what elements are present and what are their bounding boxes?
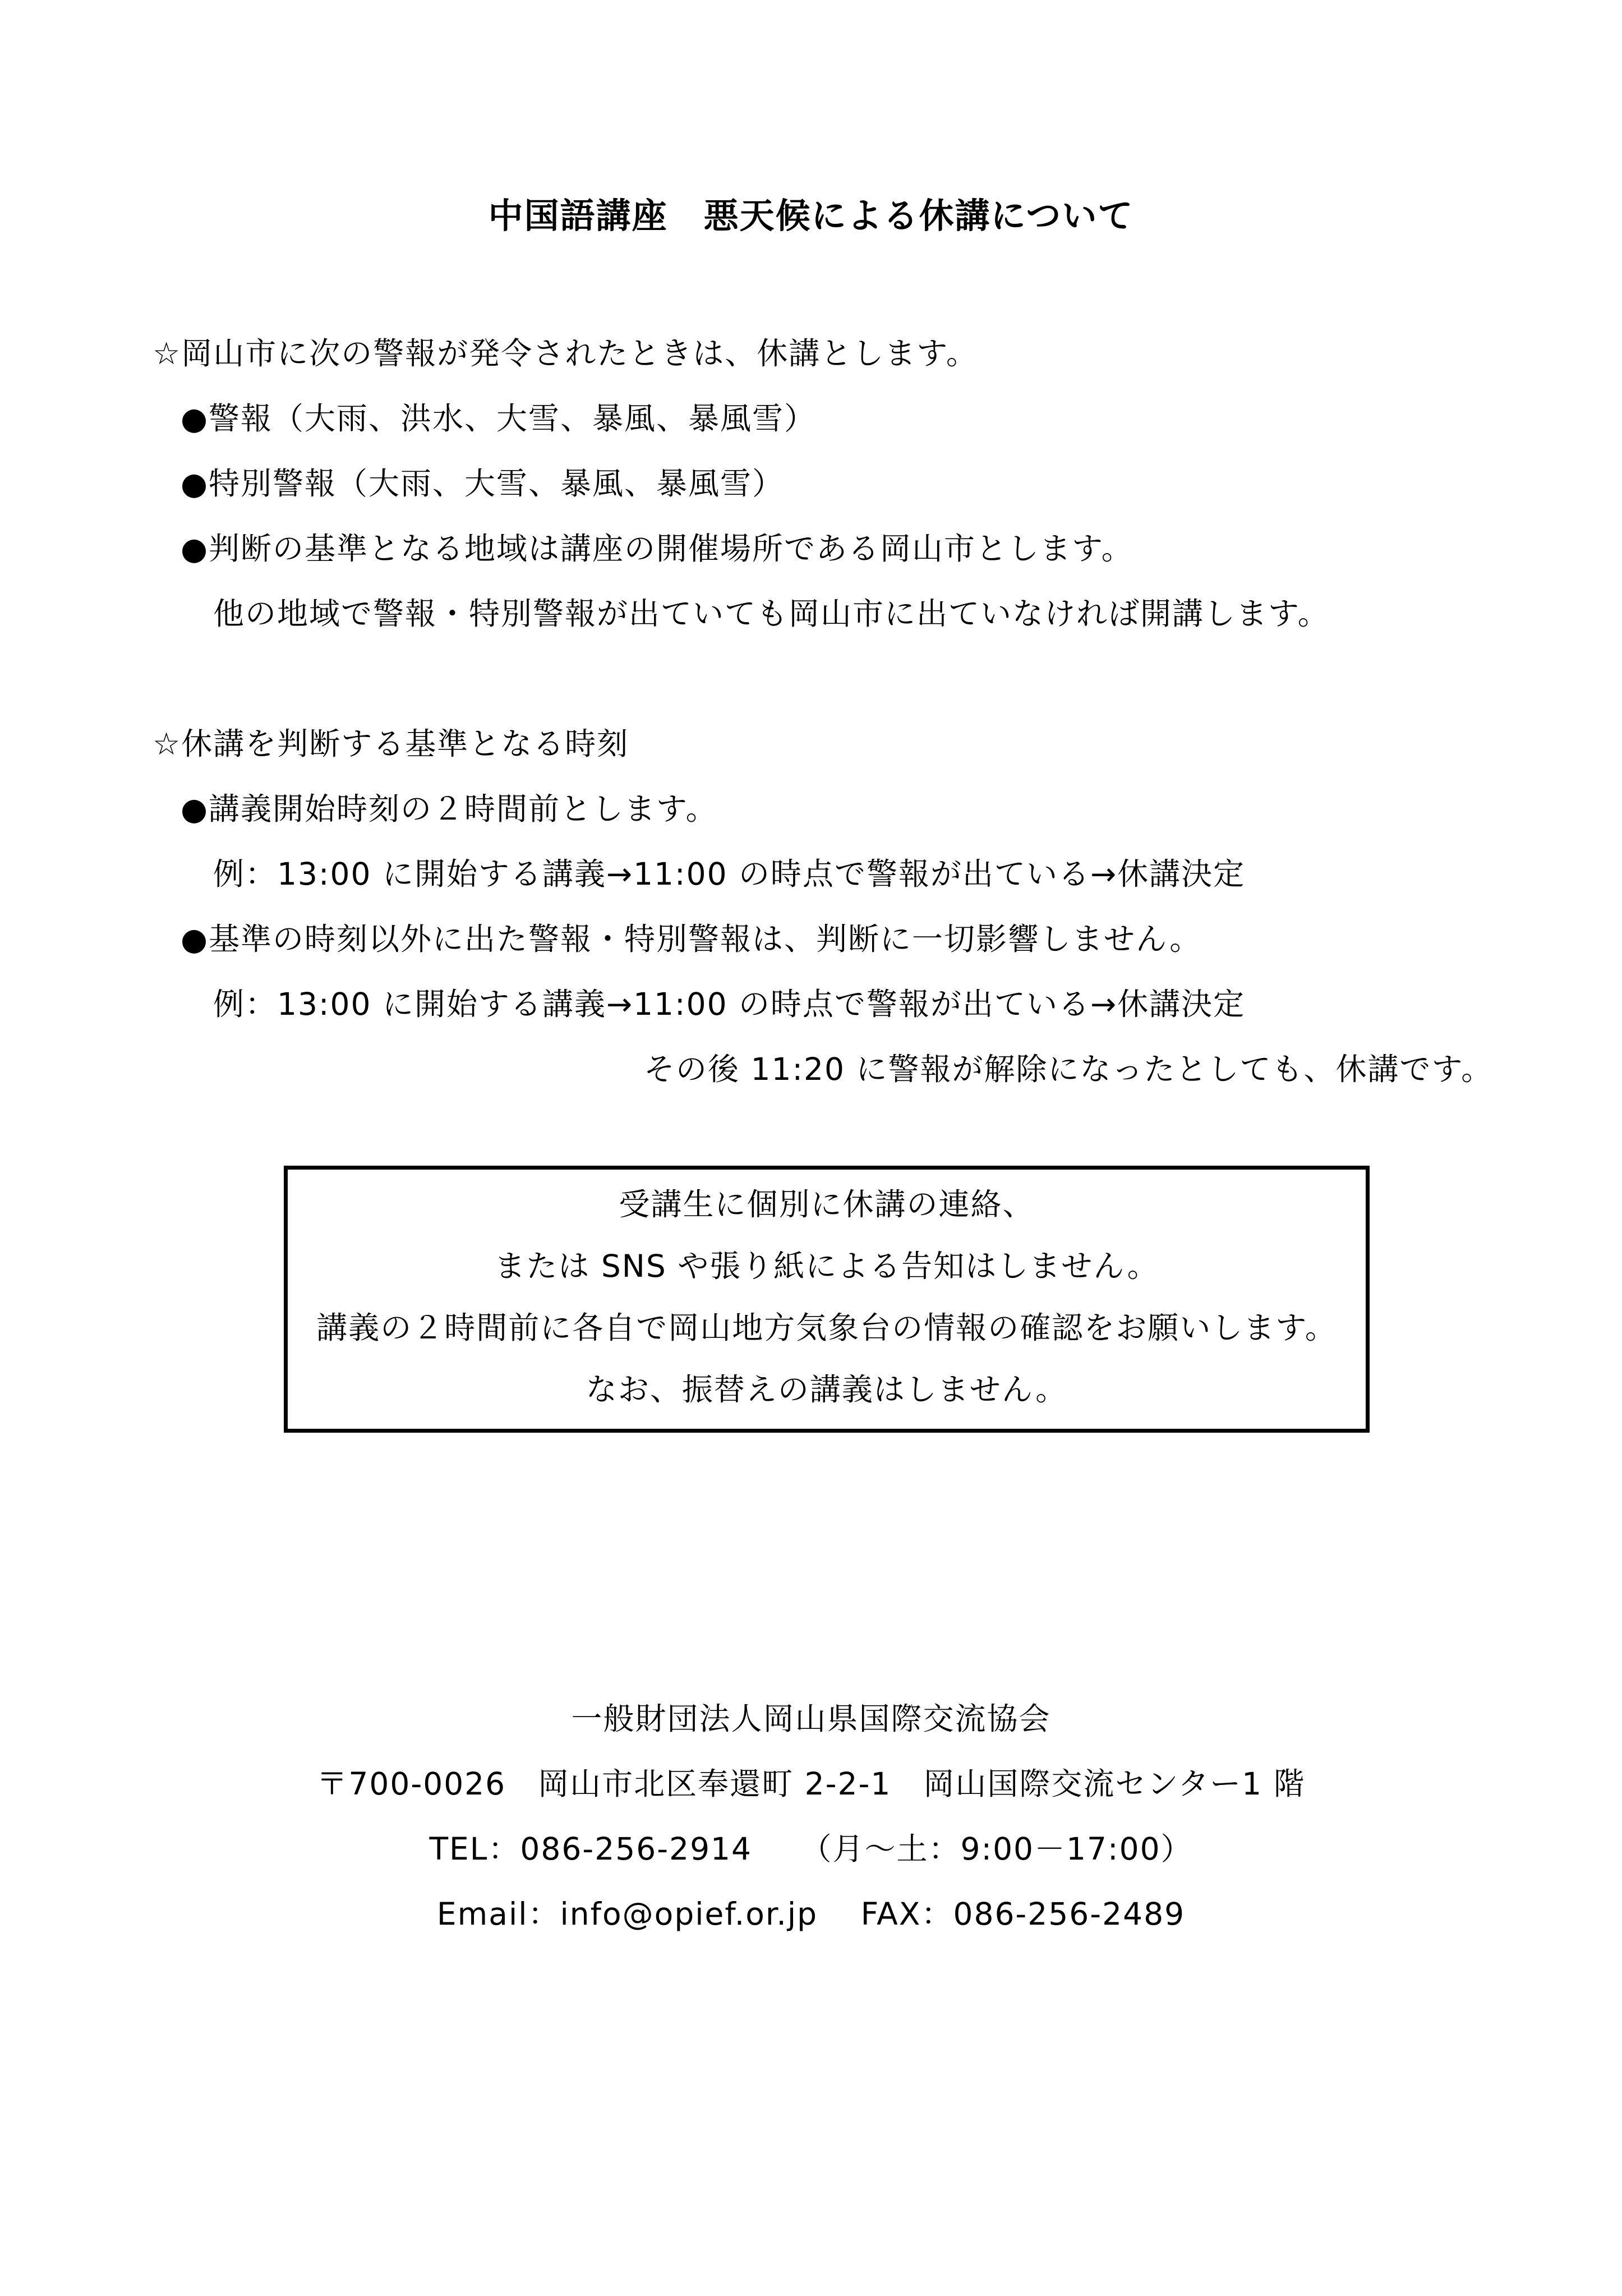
document-title: 中国語講座 悪天候による休講について <box>488 195 1134 236</box>
other-warnings-item: ●基準の時刻以外に出た警報・特別警報は、判断に一切影響しません。 <box>181 921 1202 957</box>
organization-address: 〒700-0026 岡山市北区奉還町 2-2-1 岡山国際交流センター1 階 <box>316 1766 1306 1802</box>
warning-item-general: ●警報（大雨、洪水、大雪、暴風、暴風雪） <box>181 401 816 436</box>
organization-email-fax: Email：info@opief.or.jp FAX：086-256-2489 <box>436 1896 1186 1932</box>
notice-line: 講義の２時間前に各自で岡山地方気象台の情報の確認をお願いします。 <box>316 1310 1337 1346</box>
organization-name: 一般財団法人岡山県国際交流協会 <box>571 1701 1051 1737</box>
notice-line: 受講生に個別に休講の連絡、 <box>619 1186 1035 1222</box>
timing-example: 例：13:00 に開始する講義→11:00 の時点で警報が出ている→休講決定 <box>213 856 1246 892</box>
notice-line: なお、振替えの講義はしません。 <box>586 1372 1068 1407</box>
other-warnings-example-continued: その後 11:20 に警報が解除になったとしても、休講です。 <box>644 1051 1494 1087</box>
warning-item-special: ●特別警報（大雨、大雪、暴風、暴風雪） <box>181 466 784 501</box>
timing-item: ●講義開始時刻の２時間前とします。 <box>181 791 718 827</box>
section1-heading: ☆岡山市に次の警報が発令されたときは、休講とします。 <box>153 335 978 371</box>
section2-heading: ☆休講を判断する基準となる時刻 <box>153 726 629 762</box>
organization-tel: TEL：086-256-2914 （月～土：9:00－17:00） <box>429 1831 1193 1867</box>
other-warnings-example: 例：13:00 に開始する講義→11:00 の時点で警報が出ている→休講決定 <box>213 986 1246 1022</box>
region-note: 他の地域で警報・特別警報が出ていても岡山市に出ていなければ開講します。 <box>213 596 1330 632</box>
warning-item-region: ●判断の基準となる地域は講座の開催場所である岡山市とします。 <box>181 531 1133 567</box>
notice-line: または SNS や張り紙による告知はしません。 <box>494 1248 1159 1284</box>
notice-box <box>284 1166 1370 1433</box>
